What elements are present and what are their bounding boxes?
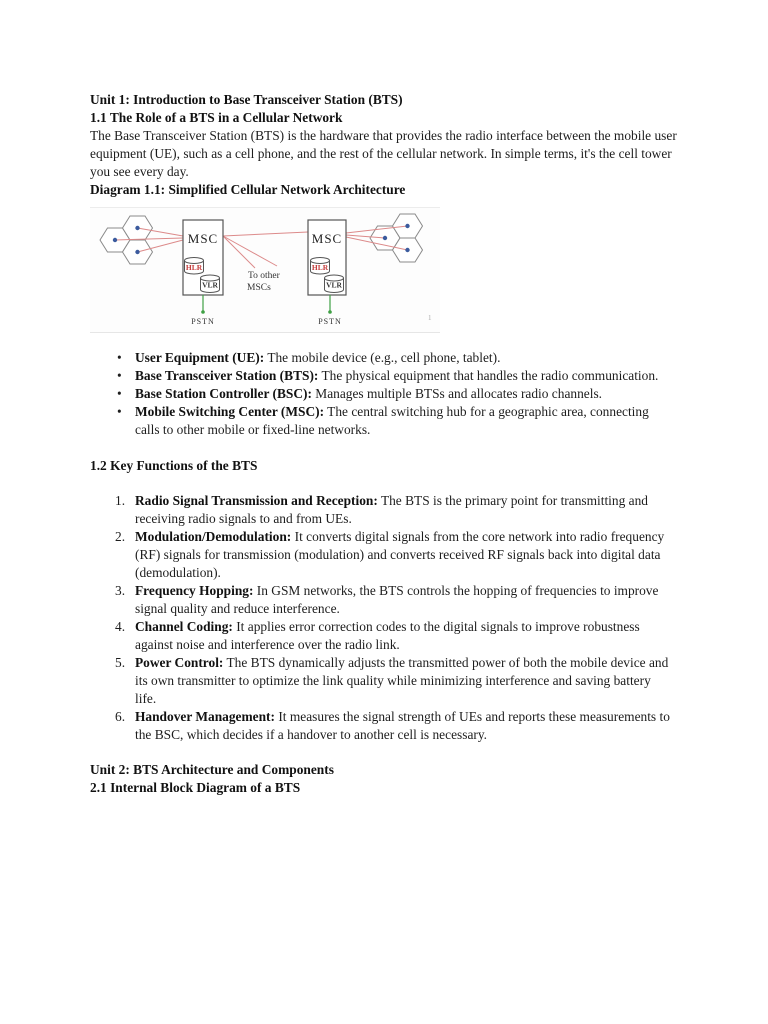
bullet-marker: • [117,350,122,365]
intro-paragraph: The Base Transceiver Station (BTS) is the hardware that provides the radio interface between the mobile user equipment (UE), such as a cell phone, and the rest of the cellular network. In simple terms, it's the cell tower you see every day. [90,128,677,179]
pstn-label: PSTN [318,317,342,326]
cellular-network-diagram [90,207,440,333]
right-cell-cluster [370,214,423,262]
desc: It converts digital signals from the core network into radio frequency (RF) signals for transmission (modulation) and converts received RF signals back into digital data (demodulation). [135,529,665,580]
cell-dot [135,250,139,254]
unit2-title: Unit 2: BTS Architecture and Components [90,762,334,777]
list-item [90,708,768,744]
desc: Manages multiple BTSs and allocates radio channels. [315,386,603,401]
key-functions-list [90,492,768,744]
section-1-1-title: 1.1 The Role of a BTS in a Cellular Network [90,110,343,125]
number-marker: 5. [115,655,126,670]
msc-to-msc-line [223,232,308,236]
desc: It applies error correction codes to the digital signals to improve robustness against noise and interference over the radio link. [135,619,640,652]
term: Handover Management: [135,709,275,724]
list-item [90,492,768,528]
desc: The BTS dynamically adjusts the transmitted power of both the mobile device and its own transmitter to optimize the link quality while minimizing interference and saving battery life. [135,655,669,706]
vlr-label: VLR [202,280,218,290]
radio-link-lines [115,226,408,268]
cell-dot [405,224,409,228]
cell-dot [135,226,139,230]
msc-label: MSC [187,231,219,246]
cellular-network-diagram-svg [90,208,440,332]
list-item [90,367,768,385]
bullet-marker: • [117,404,122,419]
pstn-line-end-dot [328,310,332,314]
list-item [90,618,768,654]
hlr-cylinder [311,258,330,275]
unit1-title: Unit 1: Introduction to Base Transceiver Station (BTS) [90,92,403,107]
desc: The central switching hub for a geographic area, connecting calls to other mobile or fixed-line networks. [135,404,649,437]
network-elements-list [90,349,768,439]
list-item [90,385,768,403]
svg-text:To other: To other [248,271,280,281]
hlr-label: HLR [311,263,329,272]
cell-dot [113,238,117,242]
vlr-label: VLR [326,280,342,290]
list-item [90,528,768,582]
vlr-cylinder [201,275,220,293]
number-marker: 2. [115,529,126,544]
pstn-links [191,295,342,326]
pstn-label: PSTN [191,317,215,326]
desc: It measures the signal strength of UEs and reports these measurements to the BSC, which decides if a handover to another cell is necessary. [135,709,670,742]
to-other-msc-line [223,236,255,268]
term: Mobile Switching Center (MSC): [135,404,325,419]
number-marker: 4. [115,619,126,634]
term: Radio Signal Transmission and Reception: [135,493,378,508]
hlr-label: HLR [185,263,203,272]
term: Frequency Hopping: [135,583,254,598]
term: Base Transceiver Station (BTS): [135,368,319,383]
list-item [90,349,768,367]
term: Power Control: [135,655,224,670]
desc: The mobile device (e.g., cell phone, tablet). [267,350,501,365]
hlr-cylinder [185,258,204,275]
term: Modulation/Demodulation: [135,529,292,544]
cell-dot [405,248,409,252]
desc: In GSM networks, the BTS controls the hopping of frequencies to improve signal quality and reduce interference. [135,583,659,616]
pstn-line-end-dot [201,310,205,314]
diagram-page-mark: 1 [428,314,432,322]
desc: The physical equipment that handles the radio communication. [321,368,659,383]
term: User Equipment (UE): [135,350,265,365]
list-item [90,403,768,439]
number-marker: 1. [115,493,126,508]
bullet-marker: • [117,368,122,383]
number-marker: 6. [115,709,126,724]
section-2-1-title: 2.1 Internal Block Diagram of a BTS [90,780,301,795]
msc-right [308,220,346,295]
bullet-marker: • [117,386,122,401]
desc: The BTS is the primary point for transmitting and receiving radio signals to and from UEs. [135,493,648,526]
term: Channel Coding: [135,619,233,634]
cell-dot [383,236,387,240]
vlr-cylinder [325,275,344,293]
to-other-mscs-label [247,271,281,293]
msc-label: MSC [311,231,343,246]
to-other-msc-line [223,236,277,266]
term: Base Station Controller (BSC): [135,386,312,401]
diagram-title: Diagram 1.1: Simplified Cellular Network Architecture [90,182,406,197]
section-1-2-title: 1.2 Key Functions of the BTS [90,458,258,473]
svg-text:MSCs: MSCs [247,283,271,293]
number-marker: 3. [115,583,126,598]
list-item [90,582,768,618]
msc-left [183,220,223,295]
list-item [90,654,768,708]
